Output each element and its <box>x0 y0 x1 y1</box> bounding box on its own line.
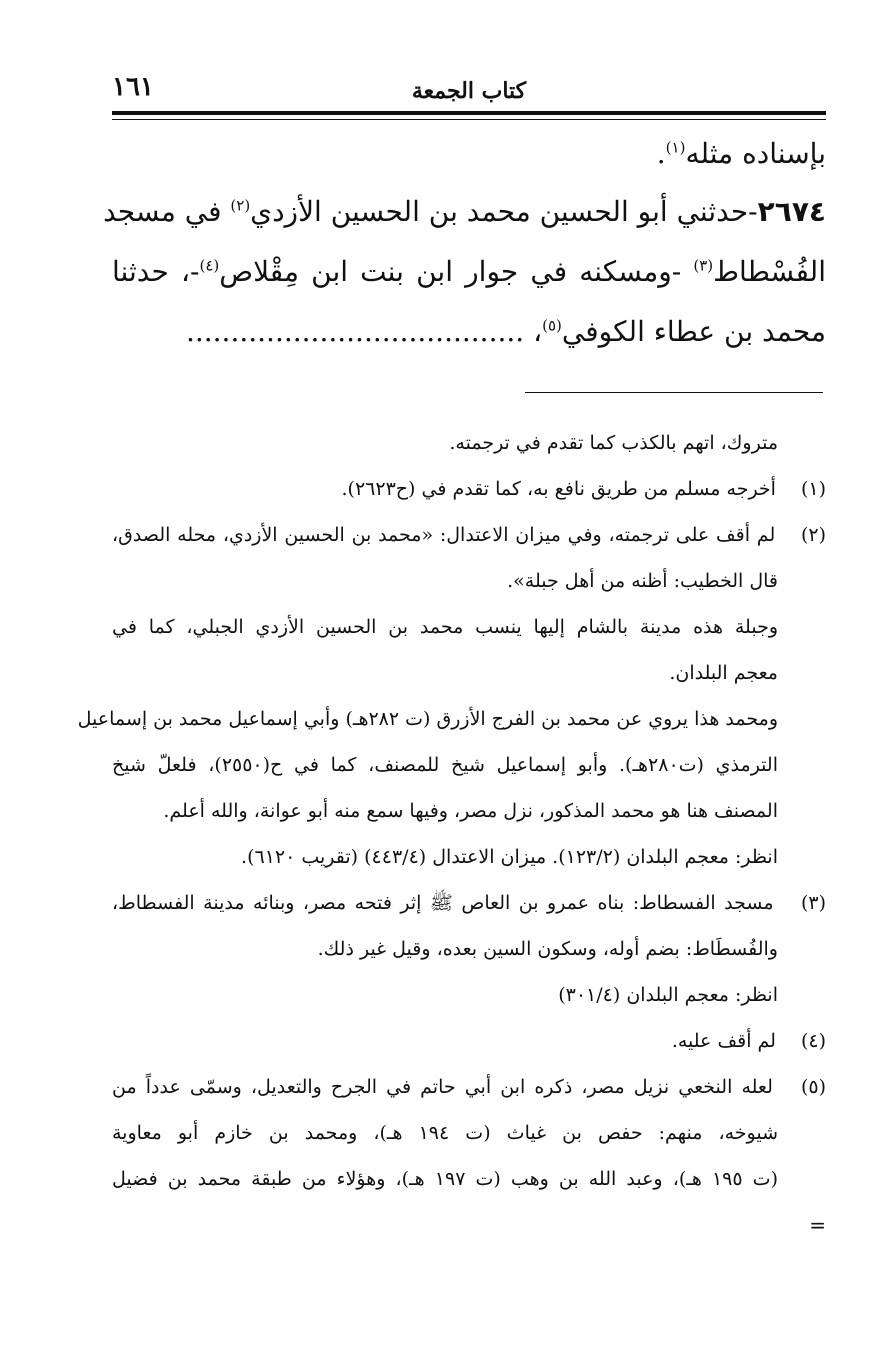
header-rule-thick <box>112 111 826 115</box>
ellipsis-dots: ...................................... <box>185 315 525 348</box>
hadith-number: ٢٦٧٤ <box>757 195 826 228</box>
end-mark-row <box>112 1202 826 1248</box>
footnote-2-line-1 <box>112 512 826 558</box>
footnote-4 <box>112 1018 826 1064</box>
hadith-line-3-a: محمد بن عطاء الكوفي <box>561 315 826 348</box>
hadith-line-1-a: -حدثني أبو الحسين محمد بن الحسين الأزدي <box>250 195 758 228</box>
page-number: ١٦١ <box>112 72 154 102</box>
footnote-3-line-1-text: مسجد الفسطاط: بناه عمرو بن العاص ﷺ إثر فتحه مصر، وبنائه مدينة الفسطاط، <box>112 892 774 914</box>
footnote-2-line-3: وجبلة هذه مدينة بالشام إليها ينسب محمد بن الحسين الأزدي الجبلي، كما في <box>112 616 778 638</box>
footnotes <box>77 420 827 1248</box>
footnote-ref-1: (١) <box>665 138 686 157</box>
footnote-2-line-4: معجم البلدان. <box>669 662 778 684</box>
footnote-2-line-6: الترمذي (ت٢٨٠هـ). وأبو إسماعيل شيخ للمصنف، كما في ح(٢٥٥٠)، فلعلّ شيخ <box>112 754 778 776</box>
footnote-5-line-2: شيوخه، منهم: حفص بن غياث (ت ١٩٤ هـ)، ومحمد بن خازم أبو معاوية <box>112 1122 778 1144</box>
hadith-line-2-c: -، حدثنا <box>112 255 200 288</box>
footnote-separator <box>525 392 823 393</box>
footnote-2-line-8: انظر: معجم البلدان (١٢٣/٢). ميزان الاعتدال (٤٤٣/٤) (تقريب ٦١٢٠). <box>241 846 778 868</box>
footnote-2-line-2: قال الخطيب: أظنه من أهل جبلة». <box>507 570 778 592</box>
hadith-line-2 <box>112 242 826 302</box>
footnote-3-line-2: والفُسطَاط: بضم أوله، وسكون السين بعده، وقيل غير ذلك. <box>317 938 778 960</box>
footnote-1-text: أخرجه مسلم من طريق نافع به، كما تقدم في (ح٢٦٢٣). <box>341 478 776 500</box>
hadith-line-2-a: الفُسْطاط <box>713 255 826 288</box>
footnote-3-mark: (٣) <box>800 892 826 914</box>
hadith-line-1-b: في مسجد <box>103 195 231 228</box>
footnote-2-line-5: ومحمد هذا يروي عن محمد بن الفرج الأزرق (ت ٢٨٢هـ) وأبي إسماعيل محمد بن إسماعيل <box>77 708 778 730</box>
main-text <box>112 124 826 184</box>
footnote-1-mark: (١) <box>800 478 826 500</box>
hadith-text <box>103 182 826 362</box>
footnote-ref-3: (٣) <box>693 256 714 275</box>
footnote-ref-2: (٢) <box>230 196 251 215</box>
footnote-continuation: متروك، اتهم بالكذب كما تقدم في ترجمته. <box>449 432 778 454</box>
hadith-line-2-b: -ومسكنه في جوار ابن بنت ابن مِقْلاص <box>219 255 694 288</box>
footnote-ref-4: (٤) <box>199 256 220 275</box>
footnote-5-line-1-text: لعله النخعي نزيل مصر، ذكره ابن أبي حاتم في الجرح والتعديل، وسمّى عدداً من <box>112 1076 773 1098</box>
footnote-5-line-3: (ت ١٩٥ هـ)، وعبد الله بن وهب (ت ١٩٧ هـ)، وهؤلاء من طبقة محمد بن فضيل <box>112 1168 778 1190</box>
footnote-2-line-7: المصنف هنا هو محمد المذكور، نزل مصر، وفيها سمع منه أبو عوانة، والله أعلم. <box>163 800 778 822</box>
footnote-5-line-1 <box>112 1064 826 1110</box>
footnote-1 <box>112 466 826 512</box>
footnote-2-mark: (٢) <box>800 524 826 546</box>
footnote-4-text: لم أقف عليه. <box>671 1030 776 1052</box>
footnote-4-mark: (٤) <box>800 1030 826 1052</box>
main-line-1 <box>112 124 826 184</box>
main-line-1-end: . <box>656 137 666 170</box>
footnote-ref-5: (٥) <box>542 316 562 335</box>
header-rule-thin <box>112 119 826 120</box>
main-line-1-text: بإسناده مثله <box>685 137 826 170</box>
end-continuation-mark: = <box>809 1213 826 1237</box>
hadith-line-3-b: ، <box>524 315 543 348</box>
footnote-3-line-3: انظر: معجم البلدان (٣٠١/٤) <box>558 984 778 1006</box>
footnote-3-line-1 <box>112 880 826 926</box>
chapter-title: كتاب الجمعة <box>411 78 527 104</box>
footnote-5-mark: (٥) <box>800 1076 827 1098</box>
hadith-line-1 <box>103 182 826 242</box>
hadith-line-3 <box>112 302 826 362</box>
page-header <box>112 68 826 110</box>
footnote-2-line-1-text: لم أقف على ترجمته، وفي ميزان الاعتدال: «محمد بن الحسين الأزدي، محله الصدق، <box>112 524 776 546</box>
